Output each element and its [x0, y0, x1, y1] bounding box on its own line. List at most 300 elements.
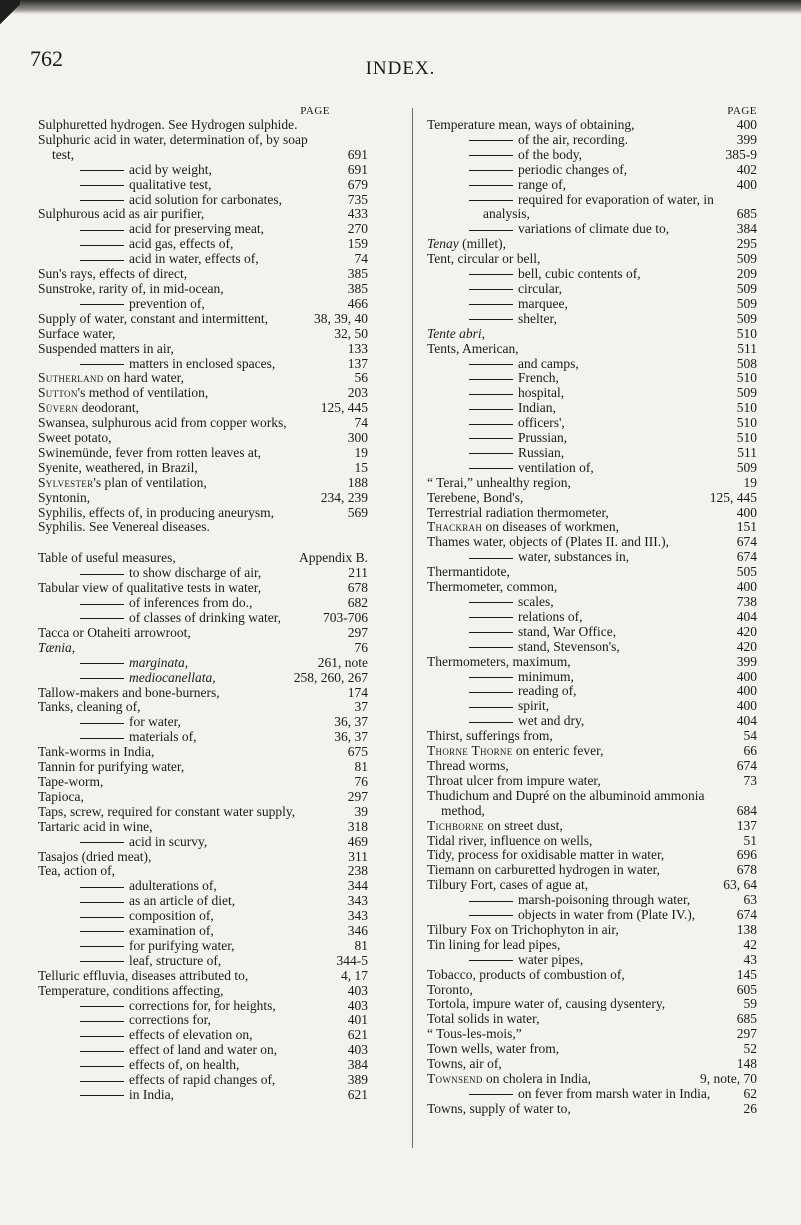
page-reference: 510 — [736, 325, 757, 341]
entry-text: Tortola, impure water of, causing dysentery, — [427, 996, 666, 1012]
ditto-dash — [469, 722, 513, 723]
page-reference: 234, 239 — [320, 489, 368, 505]
entry-text: Syphilis. See Venereal diseases. — [38, 519, 210, 535]
page-reference: 400 — [736, 504, 757, 520]
index-subentry — [38, 999, 368, 1014]
index-entry — [38, 282, 368, 297]
entry-text: effects of elevation on, — [38, 1028, 330, 1043]
index-subentry — [427, 386, 757, 401]
index-entry — [38, 207, 368, 222]
page-reference: 66 — [743, 743, 757, 759]
page-reference: 569 — [347, 504, 368, 520]
index-subentry — [427, 893, 757, 908]
entry-text: Tidy, process for oxidisable matter in water, — [427, 847, 665, 863]
ditto-dash — [80, 260, 124, 261]
page-reference: 15 — [354, 459, 368, 475]
entry-text: Tænia, — [38, 639, 76, 655]
entry-text: Tilbury Fort, cases of ague at, — [427, 877, 589, 893]
entry-text: marquee, — [427, 297, 719, 312]
entry-text: reading of, — [427, 684, 719, 699]
ditto-dash — [80, 1066, 124, 1067]
entry-text: Tank-worms in India, — [38, 744, 155, 760]
index-entry — [427, 655, 757, 670]
entry-text: Sulphuric acid in water, determination of, by soap test, — [38, 131, 308, 162]
index-subentry — [38, 939, 368, 954]
page-reference: 509 — [736, 280, 757, 296]
page-reference: 81 — [354, 937, 368, 953]
index-subentry — [38, 656, 368, 671]
index-subentry — [427, 401, 757, 416]
entry-text: corrections for, — [38, 1013, 330, 1028]
index-subentry — [427, 282, 757, 297]
entry-text: Supply of water, constant and intermittent, — [38, 310, 269, 326]
page-reference: 297 — [347, 788, 368, 804]
entry-text: acid in water, effects of, — [38, 252, 330, 267]
page-reference: 74 — [354, 415, 368, 431]
index-subentry — [427, 550, 757, 565]
entry-text: Suspended matters in air, — [38, 340, 174, 356]
ditto-dash — [469, 558, 513, 559]
entry-text: as an article of diet, — [38, 894, 330, 909]
entry-text: Sylvester's plan of ventilation, — [38, 474, 207, 490]
ditto-dash — [469, 200, 513, 201]
index-entry — [427, 252, 757, 267]
ditto-dash — [469, 915, 513, 916]
ditto-dash — [469, 424, 513, 425]
ditto-dash — [80, 304, 124, 305]
entry-text: for purifying water, — [38, 939, 330, 954]
index-entry — [427, 789, 757, 819]
index-entry — [38, 520, 368, 535]
index-entry — [427, 520, 757, 535]
entry-text: Thorne Thorne on enteric fever, — [427, 743, 604, 759]
index-subentry — [38, 611, 368, 626]
index-subentry — [38, 357, 368, 372]
ditto-dash — [469, 185, 513, 186]
ditto-dash — [469, 960, 513, 961]
page-reference: 43 — [743, 951, 757, 967]
index-subentry — [38, 1013, 368, 1028]
index-entry — [427, 938, 757, 953]
index-column-left — [38, 104, 368, 1103]
index-subentry — [38, 297, 368, 312]
index-entry — [427, 506, 757, 521]
ditto-dash — [469, 379, 513, 380]
index-entry — [38, 745, 368, 760]
ditto-dash — [80, 185, 124, 186]
page-reference: 605 — [736, 981, 757, 997]
page-reference: 4, 17 — [341, 967, 368, 983]
index-entry — [38, 686, 368, 701]
page-reference: 295 — [736, 236, 757, 252]
page-reference: 159 — [347, 236, 368, 252]
entry-text: Sweet potato, — [38, 430, 112, 446]
index-entry — [427, 237, 757, 252]
entry-text: effects of, on health, — [38, 1058, 330, 1073]
index-subentry — [427, 908, 757, 923]
page-reference: 32, 50 — [334, 325, 368, 341]
entry-text: objects in water from (Plate IV.), — [427, 908, 719, 923]
entry-text: stand, War Office, — [427, 625, 719, 640]
entry-text: officers', — [427, 416, 719, 431]
page-reference: 59 — [743, 996, 757, 1012]
ditto-dash — [469, 170, 513, 171]
entry-text: marsh-poisoning through water, — [427, 893, 719, 908]
ditto-dash — [80, 604, 124, 605]
index-entry — [38, 446, 368, 461]
entry-text: Tin lining for lead pipes, — [427, 936, 561, 952]
ditto-dash — [469, 409, 513, 410]
index-entry — [427, 580, 757, 595]
page-reference: 384 — [347, 1057, 368, 1073]
page-column-heading: PAGE — [300, 105, 330, 117]
page-reference: 675 — [347, 744, 368, 760]
page-reference: 125, 445 — [320, 400, 368, 416]
entry-text: examination of, — [38, 924, 330, 939]
page-reference: 238 — [347, 863, 368, 879]
page-reference: 738 — [736, 594, 757, 609]
page-reference: 63 — [743, 892, 757, 908]
index-subentry — [38, 1088, 368, 1103]
index-entry — [427, 1042, 757, 1057]
page-reference: 679 — [347, 176, 368, 192]
page-reference: 137 — [736, 817, 757, 833]
entry-text: corrections for, for heights, — [38, 999, 330, 1014]
page-reference: 300 — [347, 430, 368, 446]
entry-text: Total solids in water, — [427, 1011, 540, 1027]
index-entry — [38, 491, 368, 506]
index-subentry — [427, 193, 757, 223]
page-reference: 510 — [736, 415, 757, 431]
index-entry — [427, 118, 757, 133]
index-subentry — [38, 1073, 368, 1088]
ditto-dash — [469, 155, 513, 156]
page-reference: 400 — [736, 683, 757, 699]
entry-text: Tallow-makers and bone-burners, — [38, 684, 220, 700]
entry-text: Tape-worm, — [38, 773, 104, 789]
page-corner-shadow — [0, 0, 20, 40]
entry-text: Towns, supply of water to, — [427, 1100, 571, 1116]
index-subentry — [427, 699, 757, 714]
page-reference: 509 — [736, 385, 757, 401]
index-subentry — [38, 178, 368, 193]
page-reference: 509 — [736, 459, 757, 475]
index-entry — [427, 342, 757, 357]
index-entry — [427, 968, 757, 983]
entry-text: minimum, — [427, 670, 719, 685]
index-subentry — [38, 924, 368, 939]
ditto-dash — [80, 364, 124, 365]
entry-text: French, — [427, 371, 719, 386]
index-subentry — [38, 835, 368, 850]
index-subentry — [38, 1028, 368, 1043]
entry-text: spirit, — [427, 699, 719, 714]
page-reference: 420 — [736, 638, 757, 654]
entry-text: of the body, — [427, 148, 719, 163]
page-reference: 36, 37 — [334, 714, 368, 730]
index-subentry — [38, 909, 368, 924]
entry-text: Tea, action of, — [38, 863, 116, 879]
index-subentry — [427, 416, 757, 431]
index-entry — [427, 476, 757, 491]
ditto-dash — [80, 574, 124, 575]
ditto-dash — [469, 692, 513, 693]
index-entry — [427, 997, 757, 1012]
page-reference: 19 — [743, 474, 757, 490]
page-reference: 297 — [347, 624, 368, 640]
page-reference: 674 — [736, 907, 757, 923]
page-reference: 151 — [736, 519, 757, 535]
page-reference: 404 — [736, 713, 757, 729]
entry-text: Indian, — [427, 401, 719, 416]
index-entry — [38, 342, 368, 357]
entry-text: Tasajos (dried meat), — [38, 848, 152, 864]
page-reference: 691 — [347, 146, 368, 162]
index-entry — [38, 401, 368, 416]
page-reference: 26 — [743, 1100, 757, 1116]
page-reference: 9, note, 70 — [700, 1071, 757, 1086]
index-subentry — [427, 297, 757, 312]
page-reference: 211 — [348, 565, 368, 581]
page-column-heading: PAGE — [727, 105, 757, 117]
index-entry — [427, 819, 757, 834]
index-entry — [38, 626, 368, 641]
ditto-dash — [80, 678, 124, 679]
index-entry — [427, 759, 757, 774]
index-subentry — [427, 446, 757, 461]
page-reference: 188 — [347, 474, 368, 490]
entry-text: Temperature mean, ways of obtaining, — [427, 117, 635, 132]
index-subentry — [38, 237, 368, 252]
entry-text: Terebene, Bond's, — [427, 489, 524, 505]
entry-text: Swinemünde, fever from rotten leaves at, — [38, 444, 262, 460]
ditto-dash — [80, 230, 124, 231]
entry-text: bell, cubic contents of, — [427, 267, 719, 282]
index-entry — [427, 774, 757, 789]
entry-text: Sutherland on hard water, — [38, 370, 184, 386]
page-reference: 511 — [737, 340, 757, 356]
ditto-dash — [80, 931, 124, 932]
entry-text: shelter, — [427, 312, 719, 327]
index-subentry — [427, 163, 757, 178]
index-subentry — [427, 595, 757, 610]
entry-text: Sunstroke, rarity of, in mid-ocean, — [38, 280, 224, 296]
ditto-dash — [469, 901, 513, 902]
page-reference: 403 — [347, 982, 368, 998]
entry-text: Throat ulcer from impure water, — [427, 772, 601, 788]
section-gap — [38, 535, 368, 551]
ditto-dash — [80, 917, 124, 918]
page-reference: 691 — [347, 161, 368, 177]
index-subentry — [427, 670, 757, 685]
index-entry — [38, 805, 368, 820]
entry-text: Tiemann on carburetted hydrogen in water, — [427, 862, 660, 878]
entry-text: Town wells, water from, — [427, 1041, 560, 1057]
index-subentry — [427, 953, 757, 968]
page-reference: 137 — [347, 355, 368, 371]
page-reference: 674 — [736, 757, 757, 773]
entry-text: Sulphuretted hydrogen. See Hydrogen sulphide. — [38, 117, 298, 132]
page-reference: 510 — [736, 400, 757, 416]
ditto-dash — [80, 618, 124, 619]
page-reference: 703-706 — [323, 610, 368, 625]
index-subentry — [38, 879, 368, 894]
page-reference: 62 — [743, 1085, 757, 1101]
ditto-dash — [469, 438, 513, 439]
entry-text: Tobacco, products of combustion of, — [427, 966, 625, 982]
index-subentry — [427, 431, 757, 446]
index-subentry — [427, 267, 757, 282]
ditto-dash — [80, 1081, 124, 1082]
page-reference: 174 — [347, 684, 368, 700]
entry-text: Tanks, cleaning of, — [38, 699, 141, 715]
ditto-dash — [80, 902, 124, 903]
page-reference: 63, 64 — [723, 877, 757, 893]
index-subentry — [38, 730, 368, 745]
entry-text: Tente abri, — [427, 325, 486, 341]
index-subentry — [427, 312, 757, 327]
ditto-dash — [469, 617, 513, 618]
index-subentry — [38, 954, 368, 969]
page-reference: 311 — [348, 848, 368, 864]
page-reference: 297 — [736, 1026, 757, 1042]
index-entry — [38, 267, 368, 282]
entry-text: Syntonin, — [38, 489, 91, 505]
page-reference: 401 — [347, 1012, 368, 1028]
ditto-dash — [469, 274, 513, 275]
entry-text: matters in enclosed spaces, — [38, 357, 330, 372]
entry-text: Tents, American, — [427, 340, 519, 356]
entry-text: “ Tous-les-mois,” — [427, 1026, 522, 1042]
index-entry — [427, 491, 757, 506]
page-reference: Appendix B. — [299, 550, 368, 566]
ditto-dash — [469, 140, 513, 141]
index-entry — [38, 416, 368, 431]
entry-text: acid by weight, — [38, 163, 330, 178]
index-entry — [38, 133, 368, 163]
index-entry — [38, 850, 368, 865]
ditto-dash — [469, 1094, 513, 1095]
page-reference: 42 — [743, 936, 757, 952]
page-reference: 404 — [736, 608, 757, 624]
entry-text: Tichborne on street dust, — [427, 817, 563, 833]
entry-text: Tidal river, influence on wells, — [427, 832, 593, 848]
entry-text: Toronto, — [427, 981, 473, 997]
index-subentry — [427, 357, 757, 372]
entry-text: wet and dry, — [427, 714, 719, 729]
index-subentry — [38, 163, 368, 178]
page-reference: 125, 445 — [709, 489, 757, 505]
entry-text: acid in scurvy, — [38, 835, 330, 850]
ditto-dash — [80, 663, 124, 664]
entry-text: Thread worms, — [427, 757, 509, 773]
entry-text: acid for preserving meat, — [38, 222, 330, 237]
index-entry — [38, 820, 368, 835]
ditto-dash — [80, 1036, 124, 1037]
page-reference: 509 — [736, 251, 757, 267]
ditto-dash — [80, 1095, 124, 1096]
page-reference: 511 — [737, 444, 757, 460]
entry-text: of classes of drinking water, — [38, 611, 319, 626]
page-reference: 389 — [347, 1072, 368, 1088]
ditto-dash — [80, 842, 124, 843]
page-reference: 400 — [736, 176, 757, 192]
entry-text: Sulphurous acid as air purifier, — [38, 206, 205, 222]
page-reference: 138 — [736, 921, 757, 937]
page-reference: 145 — [736, 966, 757, 982]
ditto-dash — [80, 200, 124, 201]
index-subentry — [427, 684, 757, 699]
index-subentry — [38, 193, 368, 208]
index-entry — [38, 641, 368, 656]
index-entry — [38, 327, 368, 342]
page-reference: 385 — [347, 280, 368, 296]
page-reference: 403 — [347, 997, 368, 1013]
entry-text: for water, — [38, 715, 330, 730]
index-entry — [38, 551, 368, 566]
index-entry — [38, 118, 368, 133]
index-entry — [38, 312, 368, 327]
index-subentry — [38, 894, 368, 909]
ditto-dash — [80, 887, 124, 888]
page-reference: 76 — [354, 773, 368, 789]
page-reference: 403 — [347, 1042, 368, 1058]
entry-text: Tartaric acid in wine, — [38, 818, 153, 834]
entry-text: Towns, air of, — [427, 1056, 502, 1072]
entry-text: Syphilis, effects of, in producing aneurysm, — [38, 504, 274, 520]
ditto-dash — [80, 946, 124, 947]
index-column-right — [427, 104, 757, 1117]
entry-text: of the air, recording. — [427, 133, 719, 148]
page-reference: 384 — [736, 221, 757, 237]
index-subentry — [427, 1087, 757, 1102]
page-reference: 674 — [736, 534, 757, 550]
entry-text: Thames water, objects of (Plates II. and III.), — [427, 534, 669, 550]
ditto-dash — [469, 230, 513, 231]
index-entry — [427, 327, 757, 342]
entry-text: Thirst, sufferings from, — [427, 728, 553, 744]
page-reference: 270 — [347, 221, 368, 237]
page-reference: 51 — [743, 832, 757, 848]
entry-text: effect of land and water on, — [38, 1043, 330, 1058]
index-subentry — [427, 222, 757, 237]
index-entry — [427, 565, 757, 580]
ditto-dash — [469, 304, 513, 305]
index-entry — [427, 1102, 757, 1117]
entry-text: adulterations of, — [38, 879, 330, 894]
page-reference: 76 — [354, 639, 368, 655]
entry-text: Tenay (millet), — [427, 236, 507, 252]
page-reference: 400 — [736, 698, 757, 714]
entry-text: water pipes, — [427, 953, 719, 968]
page-reference: 678 — [347, 580, 368, 596]
index-entry — [427, 878, 757, 893]
page-reference: 678 — [736, 862, 757, 878]
entry-text: variations of climate due to, — [427, 222, 719, 237]
entry-text: marginata, — [38, 656, 314, 671]
page-reference: 73 — [743, 772, 757, 788]
index-entry — [38, 386, 368, 401]
entry-text: Tacca or Otaheiti arrowroot, — [38, 624, 191, 640]
index-subentry — [427, 640, 757, 655]
page-reference: 510 — [736, 370, 757, 386]
index-subentry — [38, 1058, 368, 1073]
entry-text: relations of, — [427, 610, 719, 625]
page-reference: 343 — [347, 893, 368, 909]
index-entry — [427, 535, 757, 550]
index-entry — [427, 1027, 757, 1042]
entry-text: mediocanellata, — [38, 671, 290, 686]
